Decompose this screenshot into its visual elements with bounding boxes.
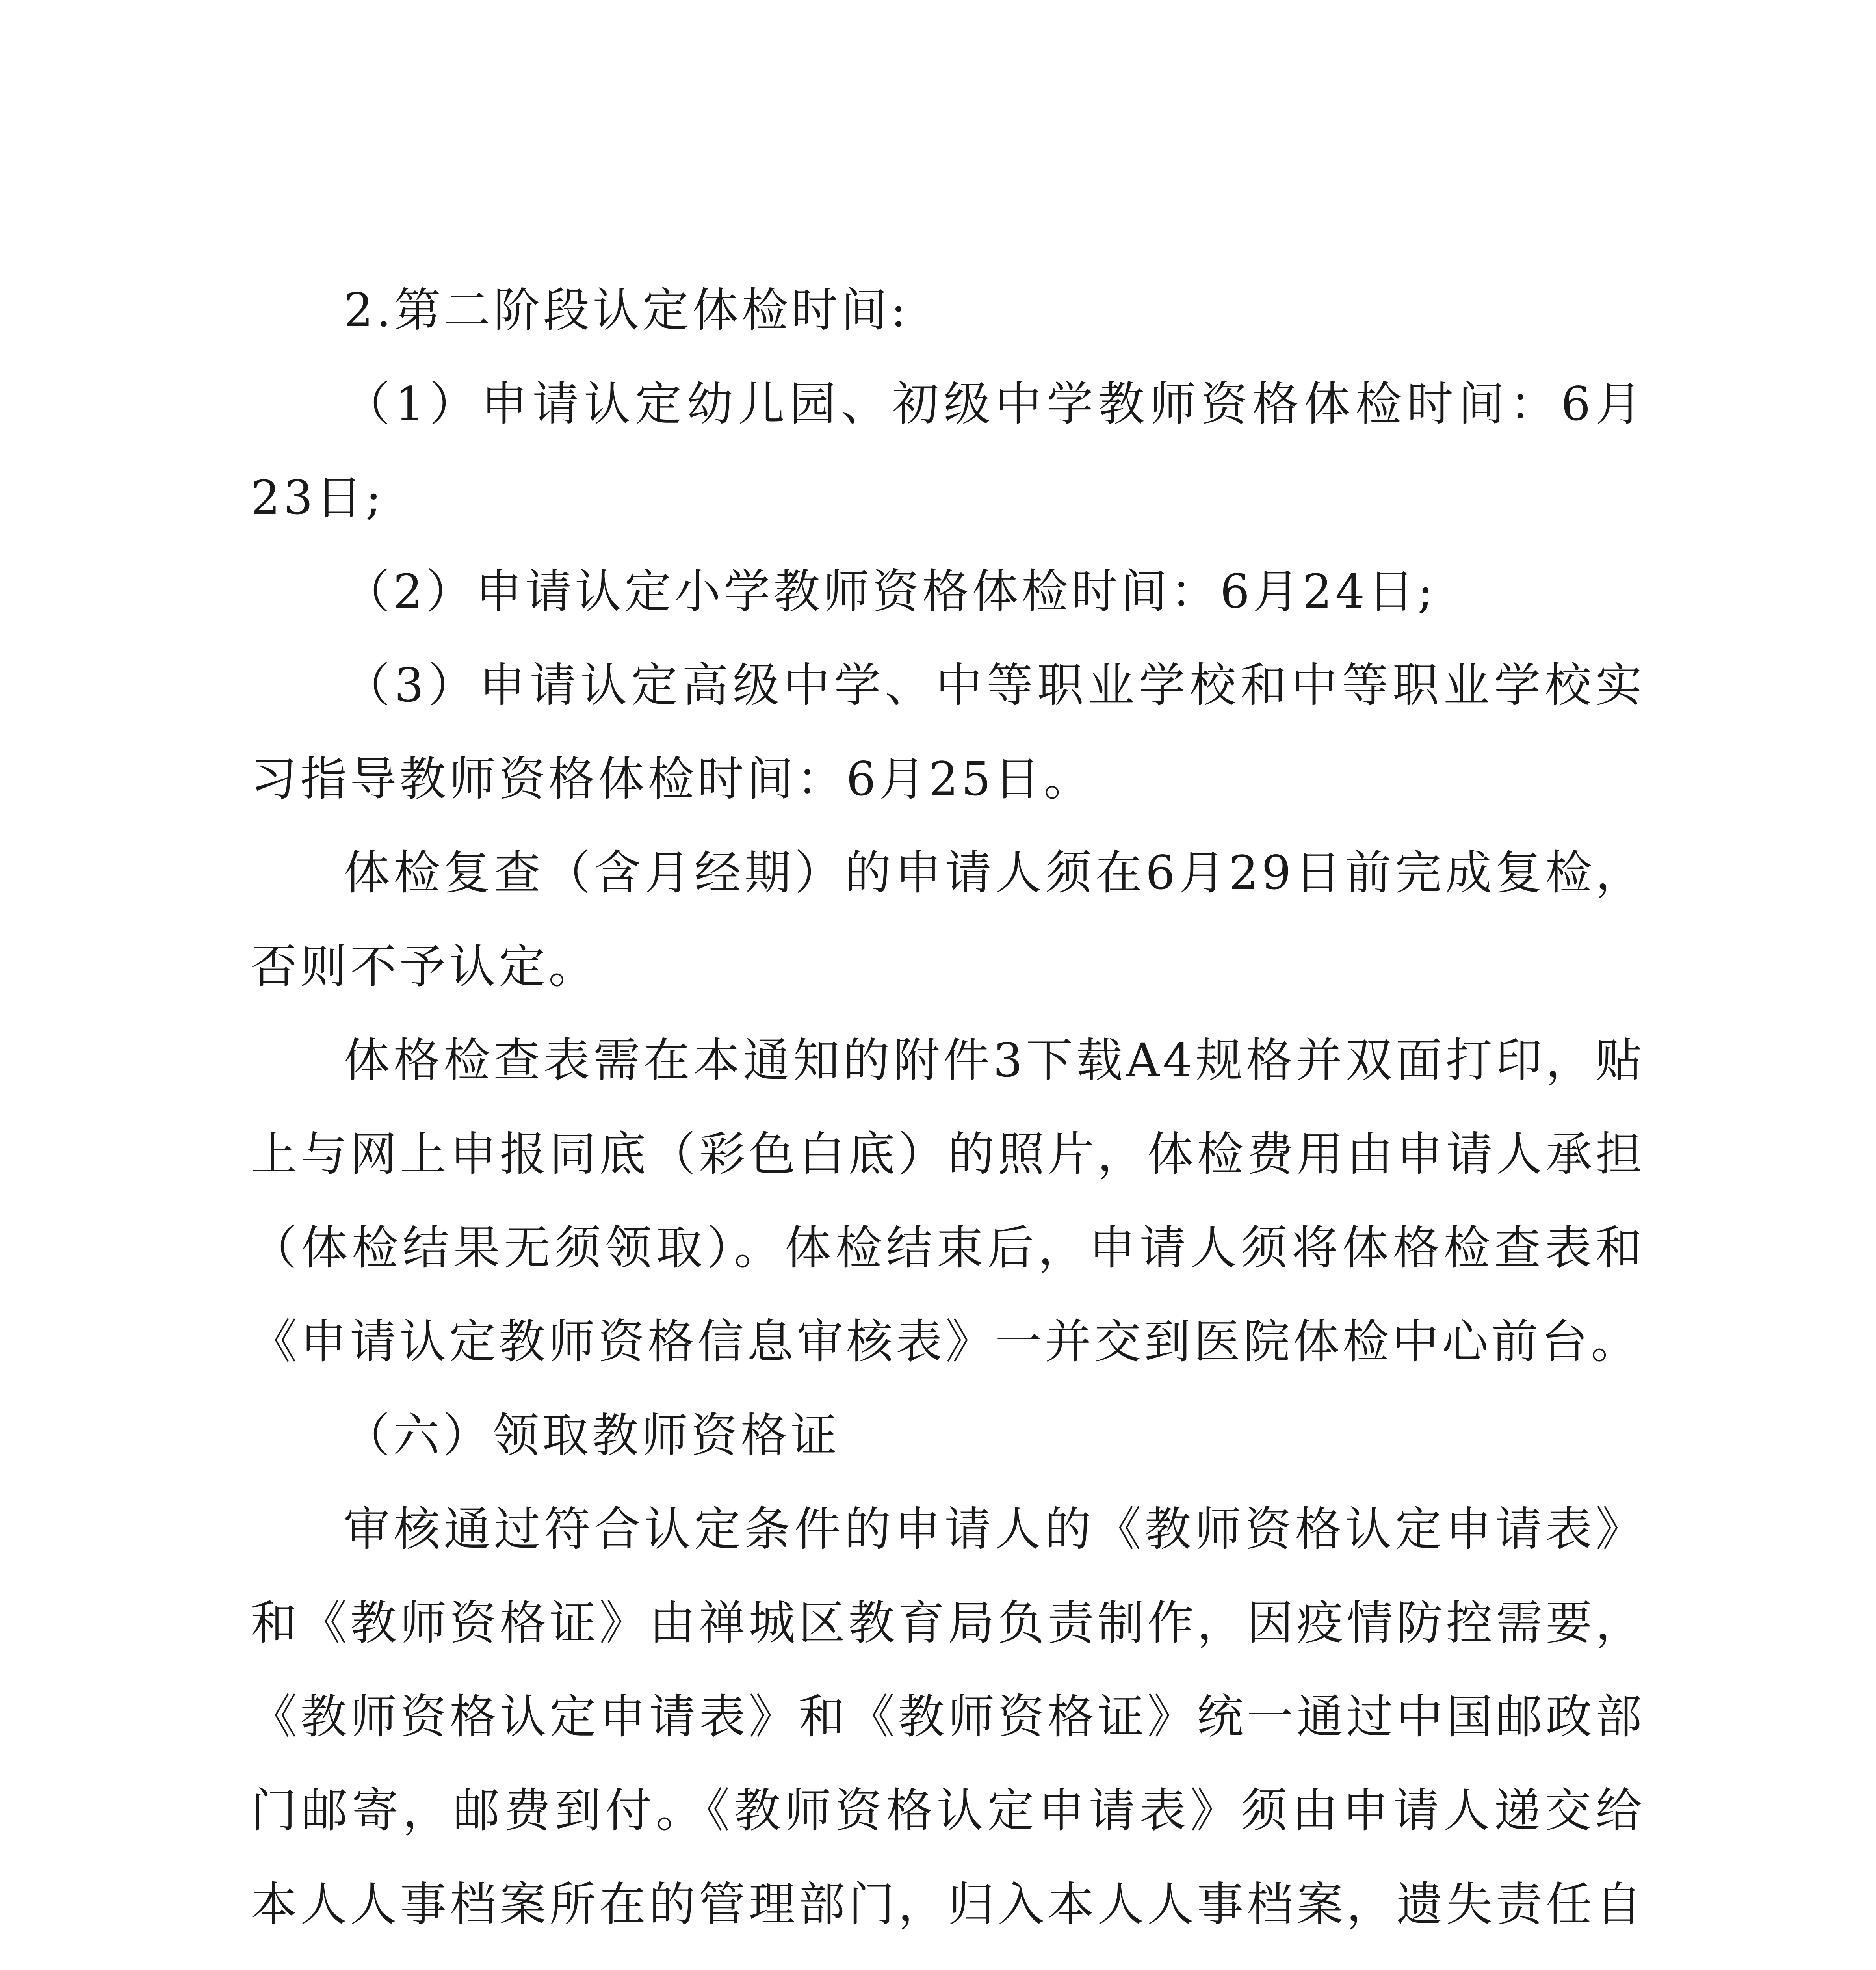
paragraph-stage-two-title: 2.第二阶段认定体检时间:: [344, 283, 910, 337]
paragraph-physical-exam-form: 体格检查表需在本通知的附件3下载A4规格并双面打印，贴上与网上申报同底（彩色白底）的照片，体检费用由申请人承担（体检结果无须领取）。体检结束后，申请人须将体格检查表和《申请认定教师资格信息审核表》一并交到医院体检中心前台。: [251, 1033, 1645, 1369]
paragraph-recheck: 体检复查（含月经期）的申请人须在6月29日前完成复检，否则不予认定。: [251, 846, 1645, 994]
paragraph-subheading-certificate: （六）领取教师资格证: [344, 1408, 840, 1463]
document-body: [251, 263, 1645, 1970]
paragraph-high-school-vocational: （3）申请认定高级中学、中等职业学校和中等职业学校实习指导教师资格体检时间：6月25日。: [251, 658, 1645, 806]
paragraph-kindergarten-middle-school: （1）申请认定幼儿园、初级中学教师资格体检时间：6月23日;: [251, 377, 1645, 525]
paragraph-certificate-mailing: 审核通过符合认定条件的申请人的《教师资格认定申请表》和《教师资格证》由禅城区教育局负责制作，因疫情防控需要，《教师资格认定申请表》和《教师资格证》统一通过中国邮政部门邮寄，邮费到付。《教师资格认定申请表》须由申请人递交给本人人事档案所在的管理部门，归入本人人事档案，遗失责任自: [251, 1502, 1645, 1931]
paragraph-primary-school: （2）申请认定小学教师资格体检时间：6月24日;: [344, 564, 1437, 619]
